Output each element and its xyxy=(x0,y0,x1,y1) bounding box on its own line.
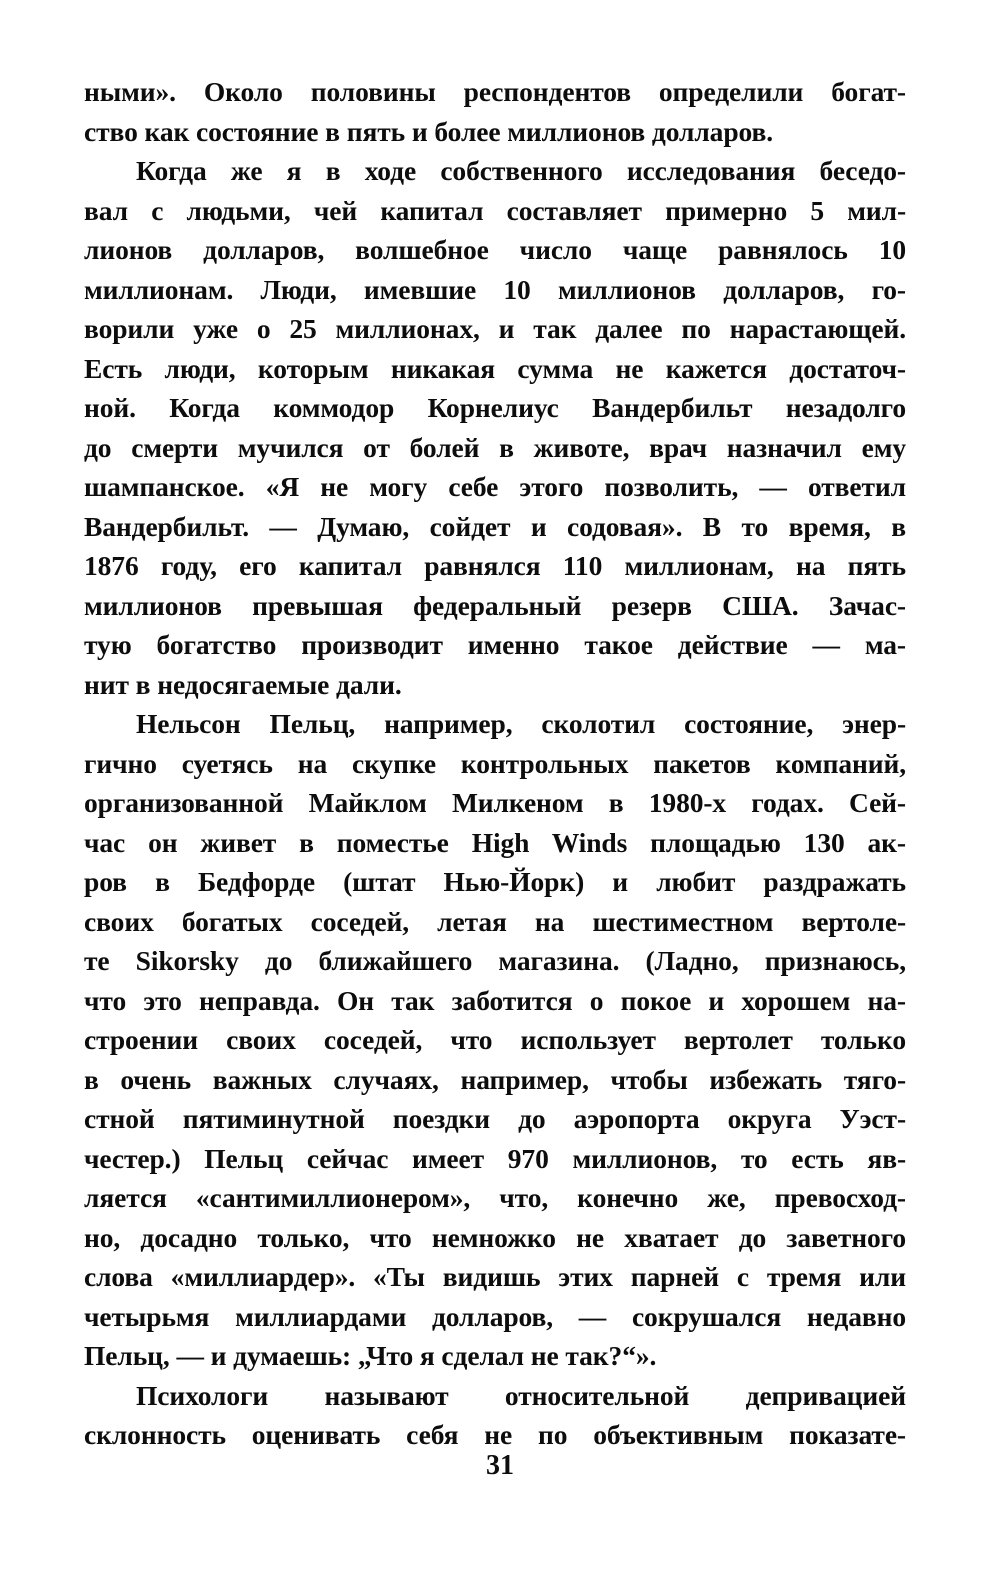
text-line: миллионов превышая федеральный резерв США. Зачас- xyxy=(84,589,906,621)
text-line: в очень важных случаях, например, чтобы избежать тяго- xyxy=(84,1063,906,1095)
text-line: нит в недосягаемые дали. xyxy=(84,668,402,700)
text-line: Когда же я в ходе собственного исследования беседо- xyxy=(136,155,906,186)
text-line: ворили уже о 25 миллионах, и так далее по нарастающей. xyxy=(84,313,906,344)
text-line: 1876 году, его капитал равнялся 110 миллионам, на пять xyxy=(84,550,906,581)
text-line: но, досадно только, что немножко не хватает до заветного xyxy=(84,1221,906,1253)
text-line: Вандербильт. — Думаю, сойдет и содовая». В то время, в xyxy=(84,510,906,542)
text-line: гично суетясь на скупке контрольных пакетов компаний, xyxy=(84,747,906,779)
text-line: час он живет в поместье High Winds площадью 130 ак- xyxy=(84,826,906,858)
text-line: своих богатых соседей, летая на шестиместном вертоле- xyxy=(84,905,906,937)
text-line: до смерти мучился от болей в животе, врач назначил ему xyxy=(84,431,906,463)
text-line: Психологи называют относительной депривацией xyxy=(136,1379,906,1411)
paragraph xyxy=(84,704,906,1376)
text-line: склонность оценивать себя не по объективным показате- xyxy=(84,1419,906,1450)
text-line: ров в Бедфорде (штат Нью-Йорк) и любит раздражать xyxy=(84,866,906,897)
text-line: ной. Когда коммодор Корнелиус Вандербильт незадолго xyxy=(84,392,906,423)
text-line: что это неправда. Он так заботится о покое и хорошем на- xyxy=(84,984,906,1016)
text-line: организованной Майклом Милкеном в 1980-х годах. Сей- xyxy=(84,787,906,818)
paragraph xyxy=(84,151,906,704)
text-line: ляется «сантимиллионером», что, конечно же, превосход- xyxy=(84,1182,906,1213)
paragraph xyxy=(84,1376,906,1455)
text-line: честер.) Пельц сейчас имеет 970 миллионов, то есть яв- xyxy=(84,1142,906,1174)
page-number: 31 xyxy=(486,1450,514,1481)
text-line: миллионам. Люди, имевшие 10 миллионов долларов, го- xyxy=(84,273,906,305)
text-line: строении своих соседей, что использует вертолет только xyxy=(84,1024,906,1055)
text-line: Нельсон Пельц, например, сколотил состояние, энер- xyxy=(136,708,906,739)
text-line: лионов долларов, волшебное число чаще равнялось 10 xyxy=(84,234,906,265)
page-body xyxy=(84,72,906,1455)
text-line: слова «миллиардер». «Ты видишь этих парней с тремя или xyxy=(84,1261,906,1292)
paragraph xyxy=(84,72,906,151)
text-line: Есть люди, которым никакая сумма не кажется достаточ- xyxy=(84,352,906,384)
text-line: ными». Около половины респондентов определили богат- xyxy=(84,76,906,107)
text-line: стной пятиминутной поездки до аэропорта округа Уэст- xyxy=(84,1103,906,1134)
text-line: тую богатство производит именно такое действие — ма- xyxy=(84,629,906,660)
text-line: те Sikorsky до ближайшего магазина. (Ладно, признаюсь, xyxy=(84,945,906,976)
text-line: Пельц, — и думаешь: „Что я сделал не так?“». xyxy=(84,1340,657,1371)
text-line: шампанское. «Я не могу себе этого позволить, — ответил xyxy=(84,471,906,502)
text-line: вал с людьми, чей капитал составляет примерно 5 мил- xyxy=(84,194,906,226)
text-line: ство как состояние в пять и более миллионов долларов. xyxy=(84,115,774,147)
text-line: четырьмя миллиардами долларов, — сокрушался недавно xyxy=(84,1300,906,1332)
